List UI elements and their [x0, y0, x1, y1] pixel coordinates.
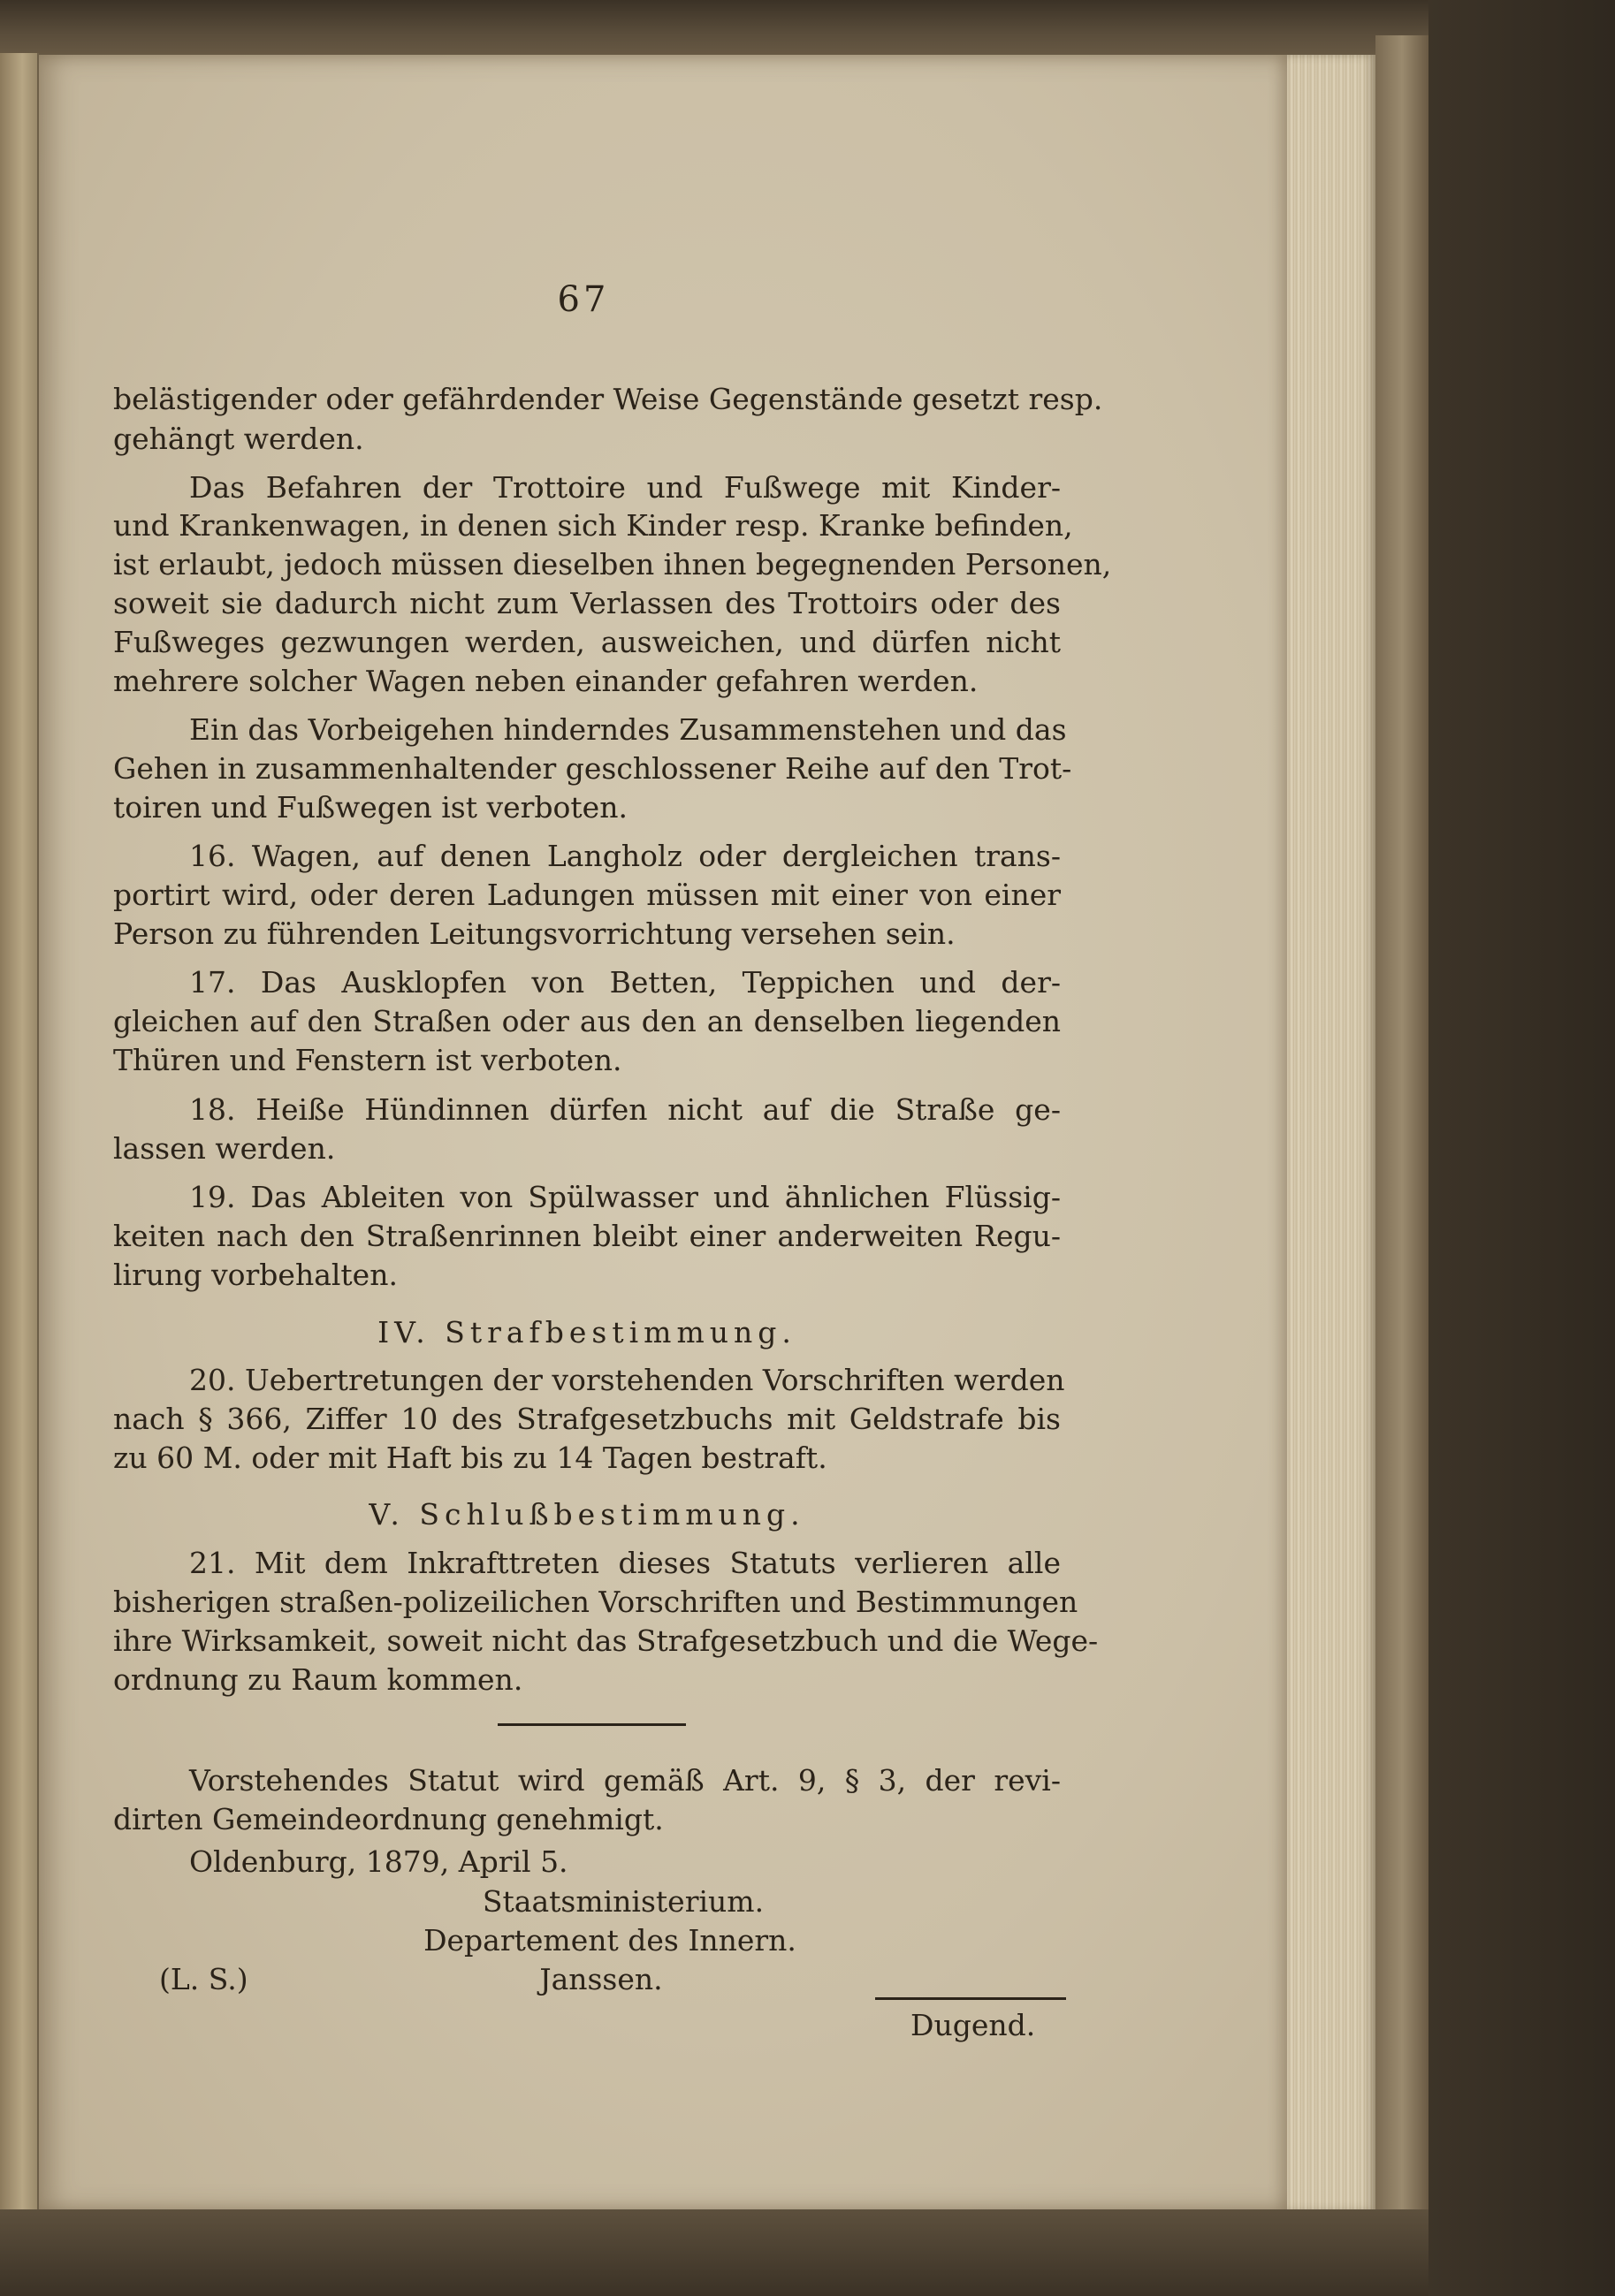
text-line: ordnung zu Raum kommen. [113, 1662, 523, 1697]
text-line: ihre Wirksamkeit, soweit nicht das Strafgesetzbuch und die Wege- [113, 1623, 1099, 1658]
text-line: mehrere solcher Wagen neben einander gefahren werden. [113, 664, 979, 698]
section-heading-v: V. Schlußbestimmung. [369, 1497, 805, 1532]
place-date: Oldenburg, 1879, April 5. [189, 1844, 568, 1879]
text-line: Person zu führenden Leitungsvorrichtung versehen sein. [113, 916, 956, 951]
minister-name: Janssen. [539, 1962, 663, 1996]
text-line: 16. Wagen, auf denen Langholz oder dergleichen trans- [189, 839, 1061, 873]
text-line: ist erlaubt, jedoch müssen dieselben ihnen begegnenden Personen, [113, 547, 1112, 582]
separator-rule [498, 1723, 686, 1726]
text-line: toiren und Fußwegen ist verboten. [113, 790, 628, 825]
text-line: Thüren und Fenstern ist verboten. [113, 1043, 622, 1077]
text-line: und Krankenwagen, in denen sich Kinder resp. Kranke befinden, [113, 508, 1073, 543]
section-heading-iv: IV. Strafbestimmung. [377, 1315, 796, 1349]
text-line: zu 60 M. oder mit Haft bis zu 14 Tagen bestraft. [113, 1441, 827, 1475]
authority: Staatsministerium. [482, 1884, 765, 1919]
text-line: lassen werden. [113, 1131, 336, 1166]
text-line: soweit sie dadurch nicht zum Verlassen des Trottoirs oder des [113, 586, 1061, 620]
text-line: gleichen auf den Straßen oder aus den an denselben liegenden [113, 1004, 1061, 1038]
text-line: nach § 366, Ziffer 10 des Strafgesetzbuchs mit Geldstrafe bis [113, 1402, 1061, 1436]
text-line: portirt wird, oder deren Ladungen müssen mit einer von einer [113, 878, 1061, 912]
text-line: Ein das Vorbeigehen hinderndes Zusammenstehen und das [189, 712, 1067, 747]
approval-line: dirten Gemeindeordnung genehmigt. [113, 1802, 664, 1836]
text-line: belästigender oder gefährdender Weise Gegenstände gesetzt resp. [113, 382, 1103, 416]
text-line: 17. Das Ausklopfen von Betten, Teppichen und der- [189, 965, 1061, 1000]
text-line: Gehen in zusammenhaltender geschlossener Reihe auf den Trot- [113, 751, 1072, 786]
page-number: 67 [557, 279, 610, 320]
text-line: 19. Das Ableiten von Spülwasser und ähnlichen Flüssig- [189, 1180, 1061, 1214]
department: Departement des Innern. [423, 1923, 796, 1958]
approval-line: Vorstehendes Statut wird gemäß Art. 9, § 3, der revi- [189, 1763, 1061, 1798]
text-line: keiten nach den Straßenrinnen bleibt einer anderweiten Regu- [113, 1219, 1061, 1253]
text-line: Das Befahren der Trottoire und Fußwege mit Kinder- [189, 470, 1061, 505]
text-line: bisherigen straßen-polizeilichen Vorschriften und Bestimmungen [113, 1585, 1078, 1619]
signature-rule [875, 1997, 1066, 2000]
text-line: 18. Heiße Hündinnen dürfen nicht auf die Straße ge- [189, 1092, 1061, 1127]
text-line: Fußweges gezwungen werden, ausweichen, und dürfen nicht [113, 625, 1061, 659]
text-line: lirung vorbehalten. [113, 1258, 398, 1292]
seal-mark: (L. S.) [159, 1962, 248, 1996]
printer-name: Dugend. [910, 2008, 1036, 2042]
text-line: 20. Uebertretungen der vorstehenden Vorschriften werden [189, 1363, 1065, 1397]
text-line: gehängt werden. [113, 422, 364, 456]
text-line: 21. Mit dem Inkrafttreten dieses Statuts verlieren alle [189, 1546, 1061, 1580]
